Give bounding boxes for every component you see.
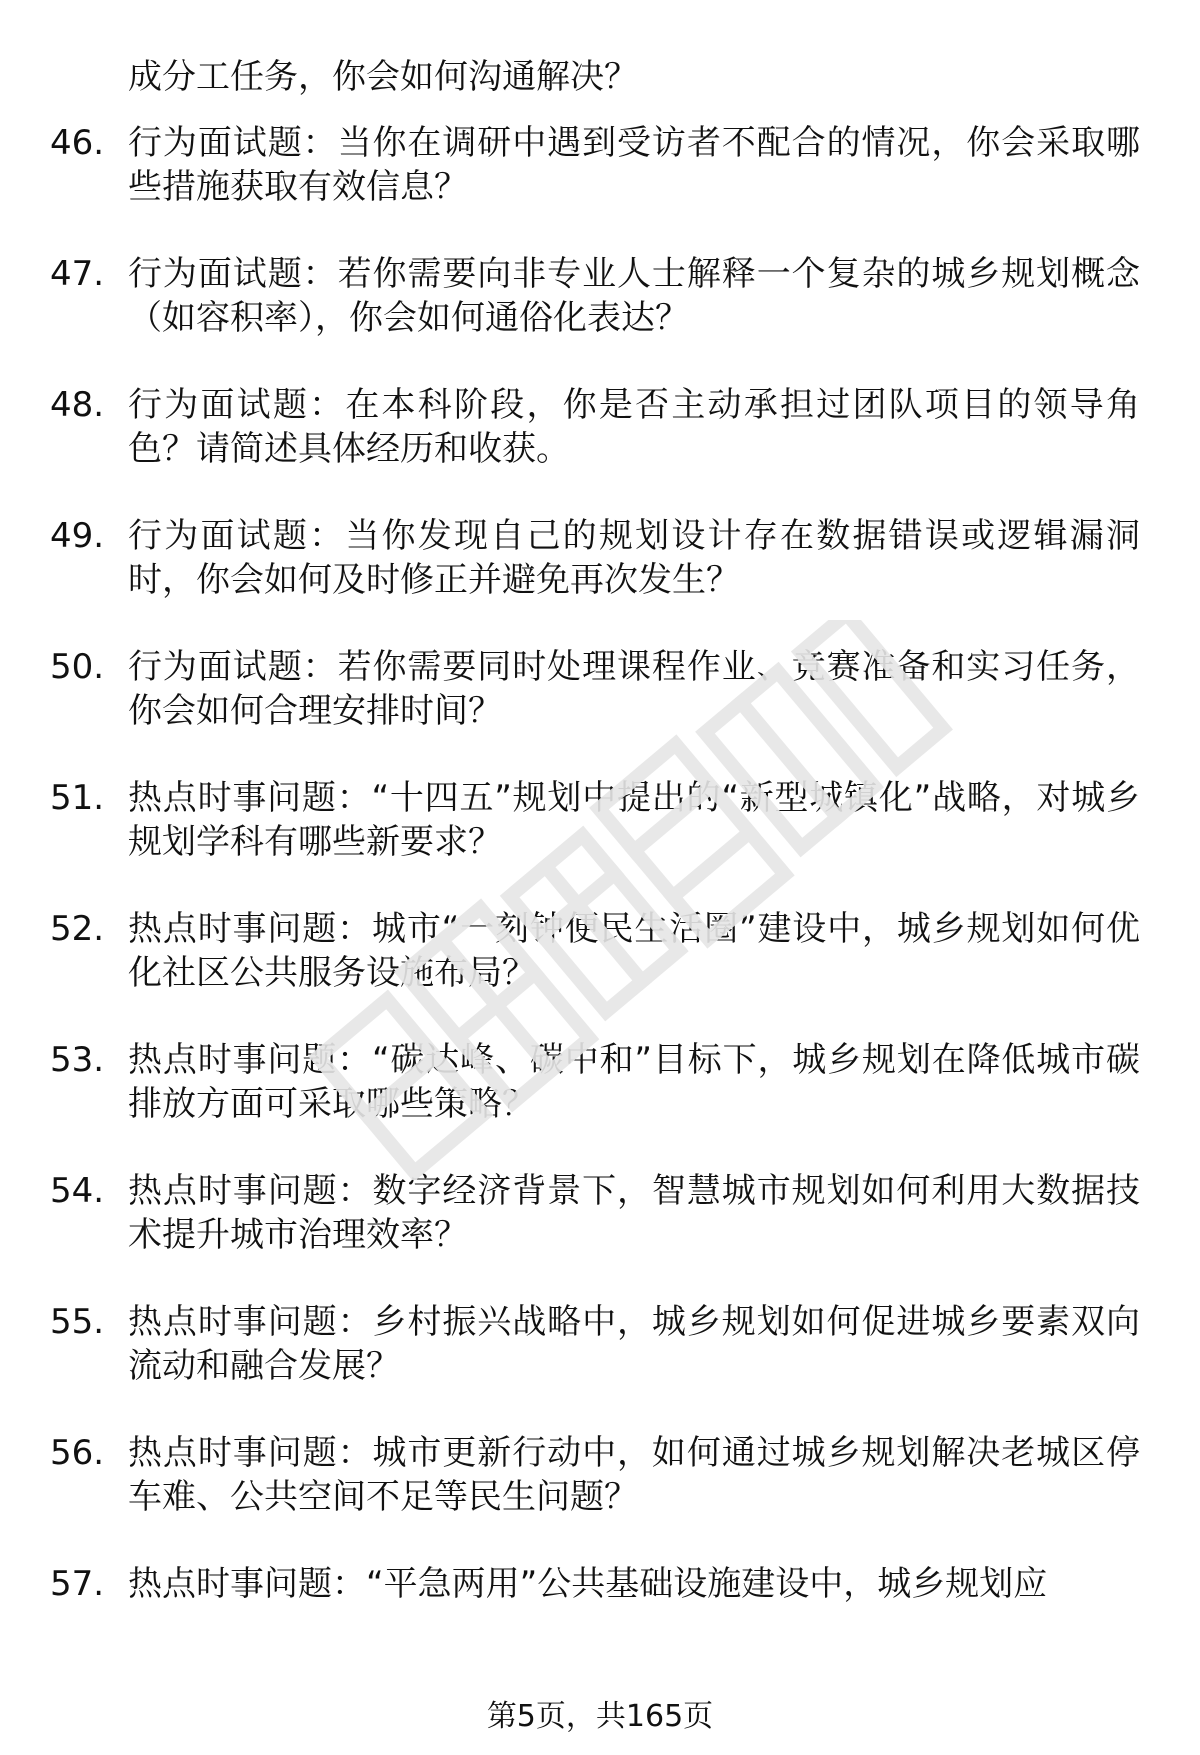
question-text: 热点时事问题：“平急两用”公共基础设施建设中，城乡规划应: [128, 1564, 1048, 1604]
question-text: 热点时事问题：“十四五”规划中提出的“新型城镇化”战略，对城乡规划学科有哪些新要求？: [128, 778, 1140, 862]
continuation-text: 成分工任务，你会如何沟通解决？: [128, 57, 638, 97]
page-footer: 第5页，共165页: [486, 1699, 714, 1734]
question-number: 51.: [50, 778, 105, 818]
question-number: 57.: [50, 1564, 105, 1604]
question-item: [50, 776, 1140, 864]
question-number: 50.: [50, 647, 105, 687]
question-number: 53.: [50, 1040, 105, 1080]
question-item: [50, 1562, 1140, 1606]
question-item: [50, 1169, 1140, 1257]
question-number: 48.: [50, 385, 105, 425]
question-item: [50, 252, 1140, 340]
question-text: 热点时事问题：城市“一刻钟便民生活圈”建设中，城乡规划如何优化社区公共服务设施布局？: [128, 909, 1140, 993]
question-item: [50, 1431, 1140, 1519]
question-number: 47.: [50, 254, 105, 294]
question-item: [50, 1300, 1140, 1388]
question-text: 行为面试题：当你发现自己的规划设计存在数据错误或逻辑漏洞时，你会如何及时修正并避免再次发生？: [128, 516, 1140, 600]
question-item: [50, 121, 1140, 209]
question-number: 52.: [50, 909, 105, 949]
question-item: [50, 514, 1140, 602]
question-text: 热点时事问题：城市更新行动中，如何通过城乡规划解决老城区停车难、公共空间不足等民生问题？: [128, 1433, 1140, 1517]
question-item: [50, 1038, 1140, 1126]
question-item: [50, 907, 1140, 995]
question-number: 54.: [50, 1171, 105, 1211]
question-text: 热点时事问题：数字经济背景下，智慧城市规划如何利用大数据技术提升城市治理效率？: [128, 1171, 1140, 1255]
question-number: 49.: [50, 516, 105, 556]
question-number: 55.: [50, 1302, 105, 1342]
question-text: 行为面试题：若你需要向非专业人士解释一个复杂的城乡规划概念（如容积率），你会如何通俗化表达？: [128, 254, 1140, 338]
question-text: 行为面试题：在本科阶段，你是否主动承担过团队项目的领导角色？请简述具体经历和收获。: [128, 385, 1140, 469]
question-number: 46.: [50, 123, 105, 163]
question-text: 热点时事问题：“碳达峰、碳中和”目标下，城乡规划在降低城市碳排放方面可采取哪些策略？: [128, 1040, 1140, 1124]
question-list: [50, 121, 1140, 1606]
question-number: 56.: [50, 1433, 105, 1473]
question-text: 行为面试题：若你需要同时处理课程作业、竞赛准备和实习任务，你会如何合理安排时间？: [128, 647, 1140, 731]
question-item: [50, 645, 1140, 733]
question-text: 行为面试题：当你在调研中遇到受访者不配合的情况，你会采取哪些措施获取有效信息？: [128, 123, 1140, 207]
question-text: 热点时事问题：乡村振兴战略中，城乡规划如何促进城乡要素双向流动和融合发展？: [128, 1302, 1140, 1386]
question-item: [50, 383, 1140, 471]
